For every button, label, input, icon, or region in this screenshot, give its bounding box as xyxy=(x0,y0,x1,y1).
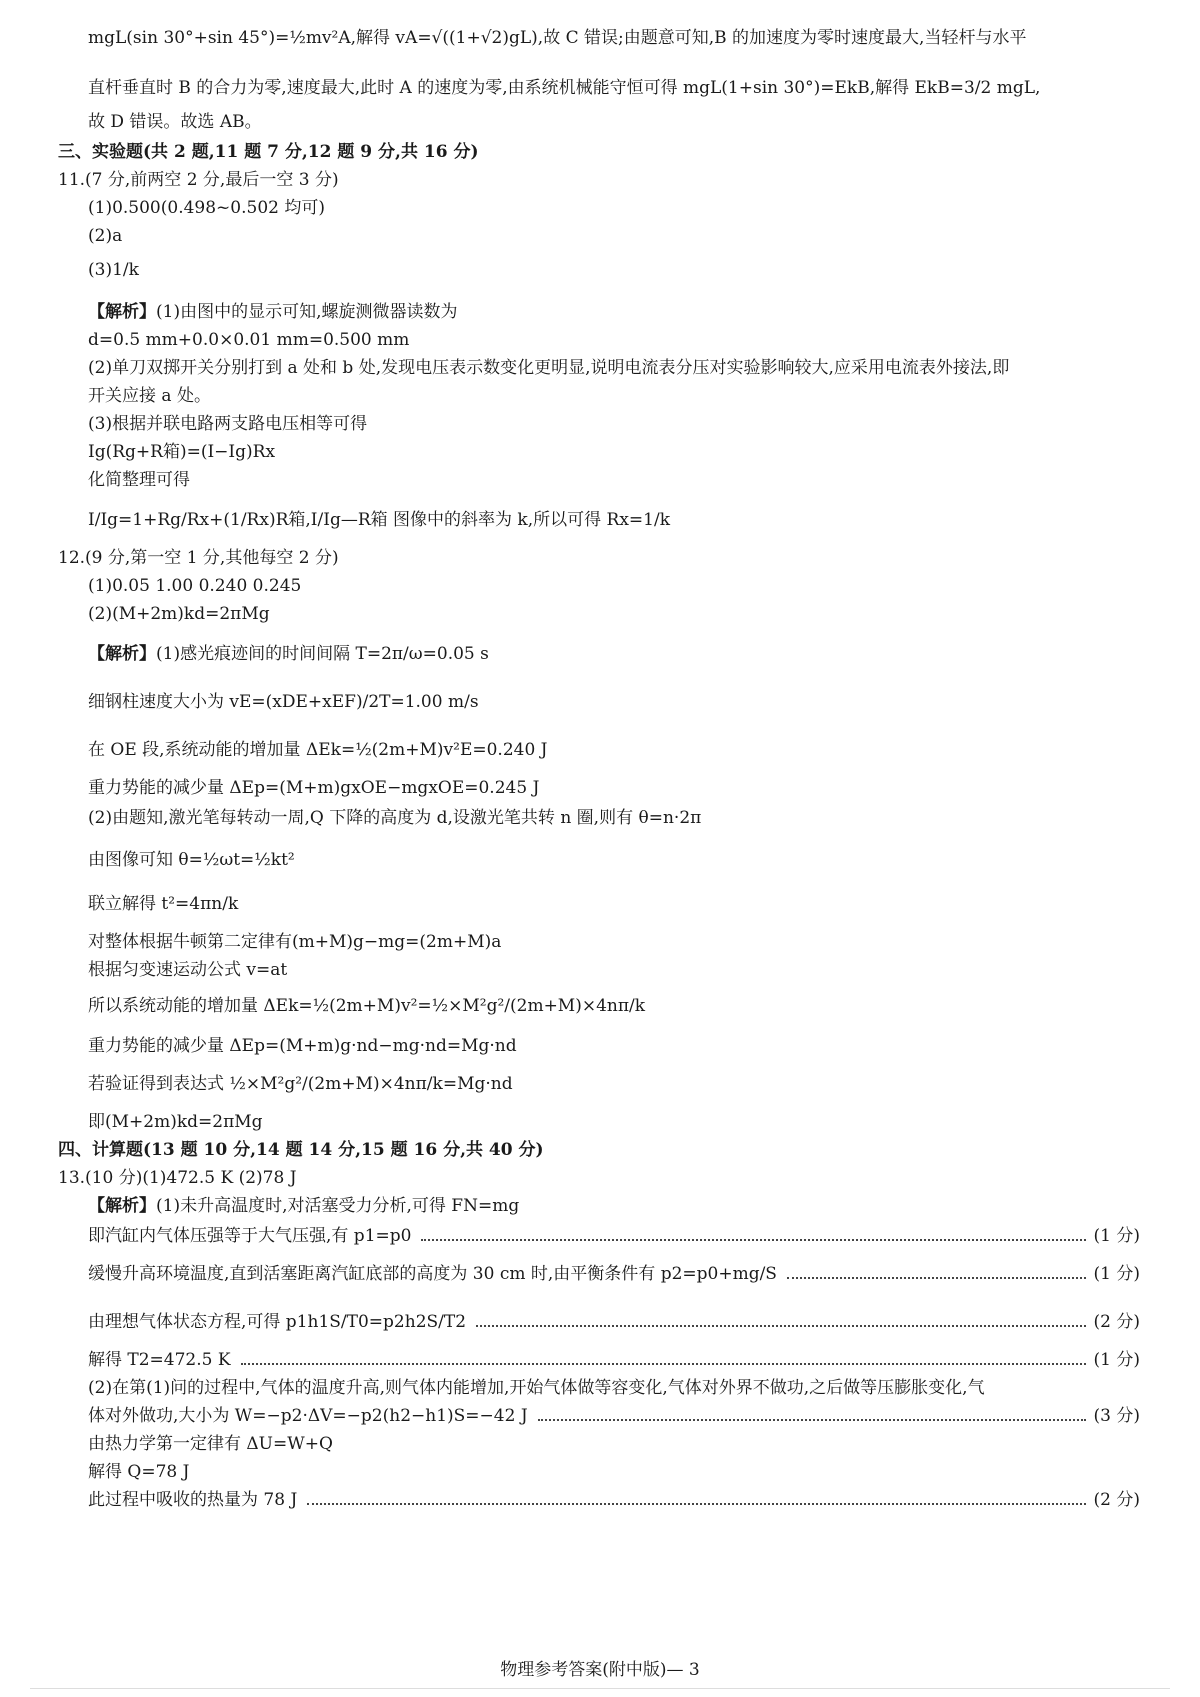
answer-line: (1)0.500(0.498~0.502 均可) xyxy=(88,198,325,218)
explanation-line: 解得 Q=78 J xyxy=(88,1462,190,1482)
explanation-line: 【解析】(1)感光痕迹间的时间间隔 T=2π/ω=0.05 s xyxy=(88,644,489,664)
scored-line: 体对外做功,大小为 W=−p2·ΔV=−p2(h2−h1)S=−42 J (3 分) xyxy=(88,1406,1140,1426)
explanation-line: 【解析】(1)未升高温度时,对活塞受力分析,可得 FN=mg xyxy=(88,1196,520,1216)
text-line: 故 D 错误。故选 AB。 xyxy=(88,112,262,132)
analysis-tag: 【解析】 xyxy=(88,644,156,664)
question-heading: 12.(9 分,第一空 1 分,其他每空 2 分) xyxy=(58,548,339,568)
leader-dots xyxy=(421,1239,1085,1241)
explanation-line: 根据匀变速运动公式 v=at xyxy=(88,960,288,980)
answer-line: (1)0.05 1.00 0.240 0.245 xyxy=(88,576,302,596)
explanation-line: 对整体根据牛顿第二定律有(m+M)g−mg=(2m+M)a xyxy=(88,932,502,952)
question-heading: 11.(7 分,前两空 2 分,最后一空 3 分) xyxy=(58,170,339,190)
explanation-line: (3)根据并联电路两支路电压相等可得 xyxy=(88,414,368,434)
formula-line: I/Ig=1+Rg/Rx+(1/Rx)R箱,I/Ig—R箱 图像中的斜率为 k,所以可得 Rx=1/k xyxy=(88,510,671,530)
scored-line: 由理想气体状态方程,可得 p1h1S/T0=p2h2S/T2 (2 分) xyxy=(88,1312,1140,1332)
explanation-line: 由图像可知 θ=½ωt=½kt² xyxy=(88,850,295,870)
explanation-line: 重力势能的减少量 ΔEp=(M+m)gxOE−mgxOE=0.245 J xyxy=(88,778,540,798)
explanation-line: 细钢柱速度大小为 vE=(xDE+xEF)/2T=1.00 m/s xyxy=(88,692,479,712)
score-label: (1 分) xyxy=(1093,1226,1140,1246)
explanation-line: 即(M+2m)kd=2πMg xyxy=(88,1112,263,1132)
explanation-line: (2)在第(1)问的过程中,气体的温度升高,则气体内能增加,开始气体做等容变化,气体对外界不做功,之后做等压膨胀变化,气 xyxy=(88,1378,985,1398)
question-heading: 13.(10 分)(1)472.5 K (2)78 J xyxy=(58,1168,297,1188)
score-label: (2 分) xyxy=(1093,1312,1140,1332)
scored-line: 解得 T2=472.5 K (1 分) xyxy=(88,1350,1140,1370)
text-line: mgL(sin 30°+sin 45°)=½mv²A,解得 vA=√((1+√2)gL),故 C 错误;由题意可知,B 的加速度为零时速度最大,当轻杆与水平 xyxy=(88,28,1027,48)
scored-line: 缓慢升高环境温度,直到活塞距离汽缸底部的高度为 30 cm 时,由平衡条件有 p2=p0+mg/S (1 分) xyxy=(88,1264,1140,1284)
explanation-line: (2)单刀双掷开关分别打到 a 处和 b 处,发现电压表示数变化更明显,说明电流表分压对实验影响较大,应采用电流表外接法,即 xyxy=(88,358,1010,378)
explanation-line: 开关应接 a 处。 xyxy=(88,386,211,406)
explanation-line: 联立解得 t²=4πn/k xyxy=(88,894,239,914)
explanation-line: 所以系统动能的增加量 ΔEk=½(2m+M)v²=½×M²g²/(2m+M)×4nπ/k xyxy=(88,996,646,1016)
answer-line: (2)a xyxy=(88,226,123,246)
page-footer: 物理参考答案(附中版)— 3 xyxy=(500,1660,700,1680)
leader-dots xyxy=(307,1503,1085,1505)
explanation-line: d=0.5 mm+0.0×0.01 mm=0.500 mm xyxy=(88,330,410,350)
answer-line: (2)(M+2m)kd=2πMg xyxy=(88,604,270,624)
leader-dots xyxy=(787,1277,1086,1279)
formula-line: Ig(Rg+R箱)=(I−Ig)Rx xyxy=(88,442,276,462)
score-label: (2 分) xyxy=(1093,1490,1140,1510)
explanation-line: 化简整理可得 xyxy=(88,470,190,490)
score-label: (1 分) xyxy=(1093,1264,1140,1284)
explanation-line: 重力势能的减少量 ΔEp=(M+m)g·nd−mg·nd=Mg·nd xyxy=(88,1036,517,1056)
score-label: (3 分) xyxy=(1093,1406,1140,1426)
scored-line: 此过程中吸收的热量为 78 J (2 分) xyxy=(88,1490,1140,1510)
explanation-line: 由热力学第一定律有 ΔU=W+Q xyxy=(88,1434,333,1454)
explanation-line: 若验证得到表达式 ½×M²g²/(2m+M)×4nπ/k=Mg·nd xyxy=(88,1074,513,1094)
leader-dots xyxy=(241,1363,1086,1365)
scored-line: 即汽缸内气体压强等于大气压强,有 p1=p0 (1 分) xyxy=(88,1226,1140,1246)
section-heading: 三、实验题(共 2 题,11 题 7 分,12 题 9 分,共 16 分) xyxy=(58,142,479,162)
explanation-line: 【解析】(1)由图中的显示可知,螺旋测微器读数为 xyxy=(88,302,458,322)
score-label: (1 分) xyxy=(1093,1350,1140,1370)
explanation-line: (2)由题知,激光笔每转动一周,Q 下降的高度为 d,设激光笔共转 n 圈,则有 θ=n·2π xyxy=(88,808,702,828)
leader-dots xyxy=(538,1419,1086,1421)
analysis-tag: 【解析】 xyxy=(88,302,156,322)
leader-dots xyxy=(476,1325,1085,1327)
text-line: 直杆垂直时 B 的合力为零,速度最大,此时 A 的速度为零,由系统机械能守恒可得 mgL(1+sin 30°)=EkB,解得 EkB=3/2 mgL, xyxy=(88,78,1041,98)
answer-line: (3)1/k xyxy=(88,260,139,280)
analysis-tag: 【解析】 xyxy=(88,1196,156,1216)
bottom-divider xyxy=(30,1688,1170,1689)
section-heading: 四、计算题(13 题 10 分,14 题 14 分,15 题 16 分,共 40 分) xyxy=(58,1140,544,1160)
explanation-line: 在 OE 段,系统动能的增加量 ΔEk=½(2m+M)v²E=0.240 J xyxy=(88,740,548,760)
